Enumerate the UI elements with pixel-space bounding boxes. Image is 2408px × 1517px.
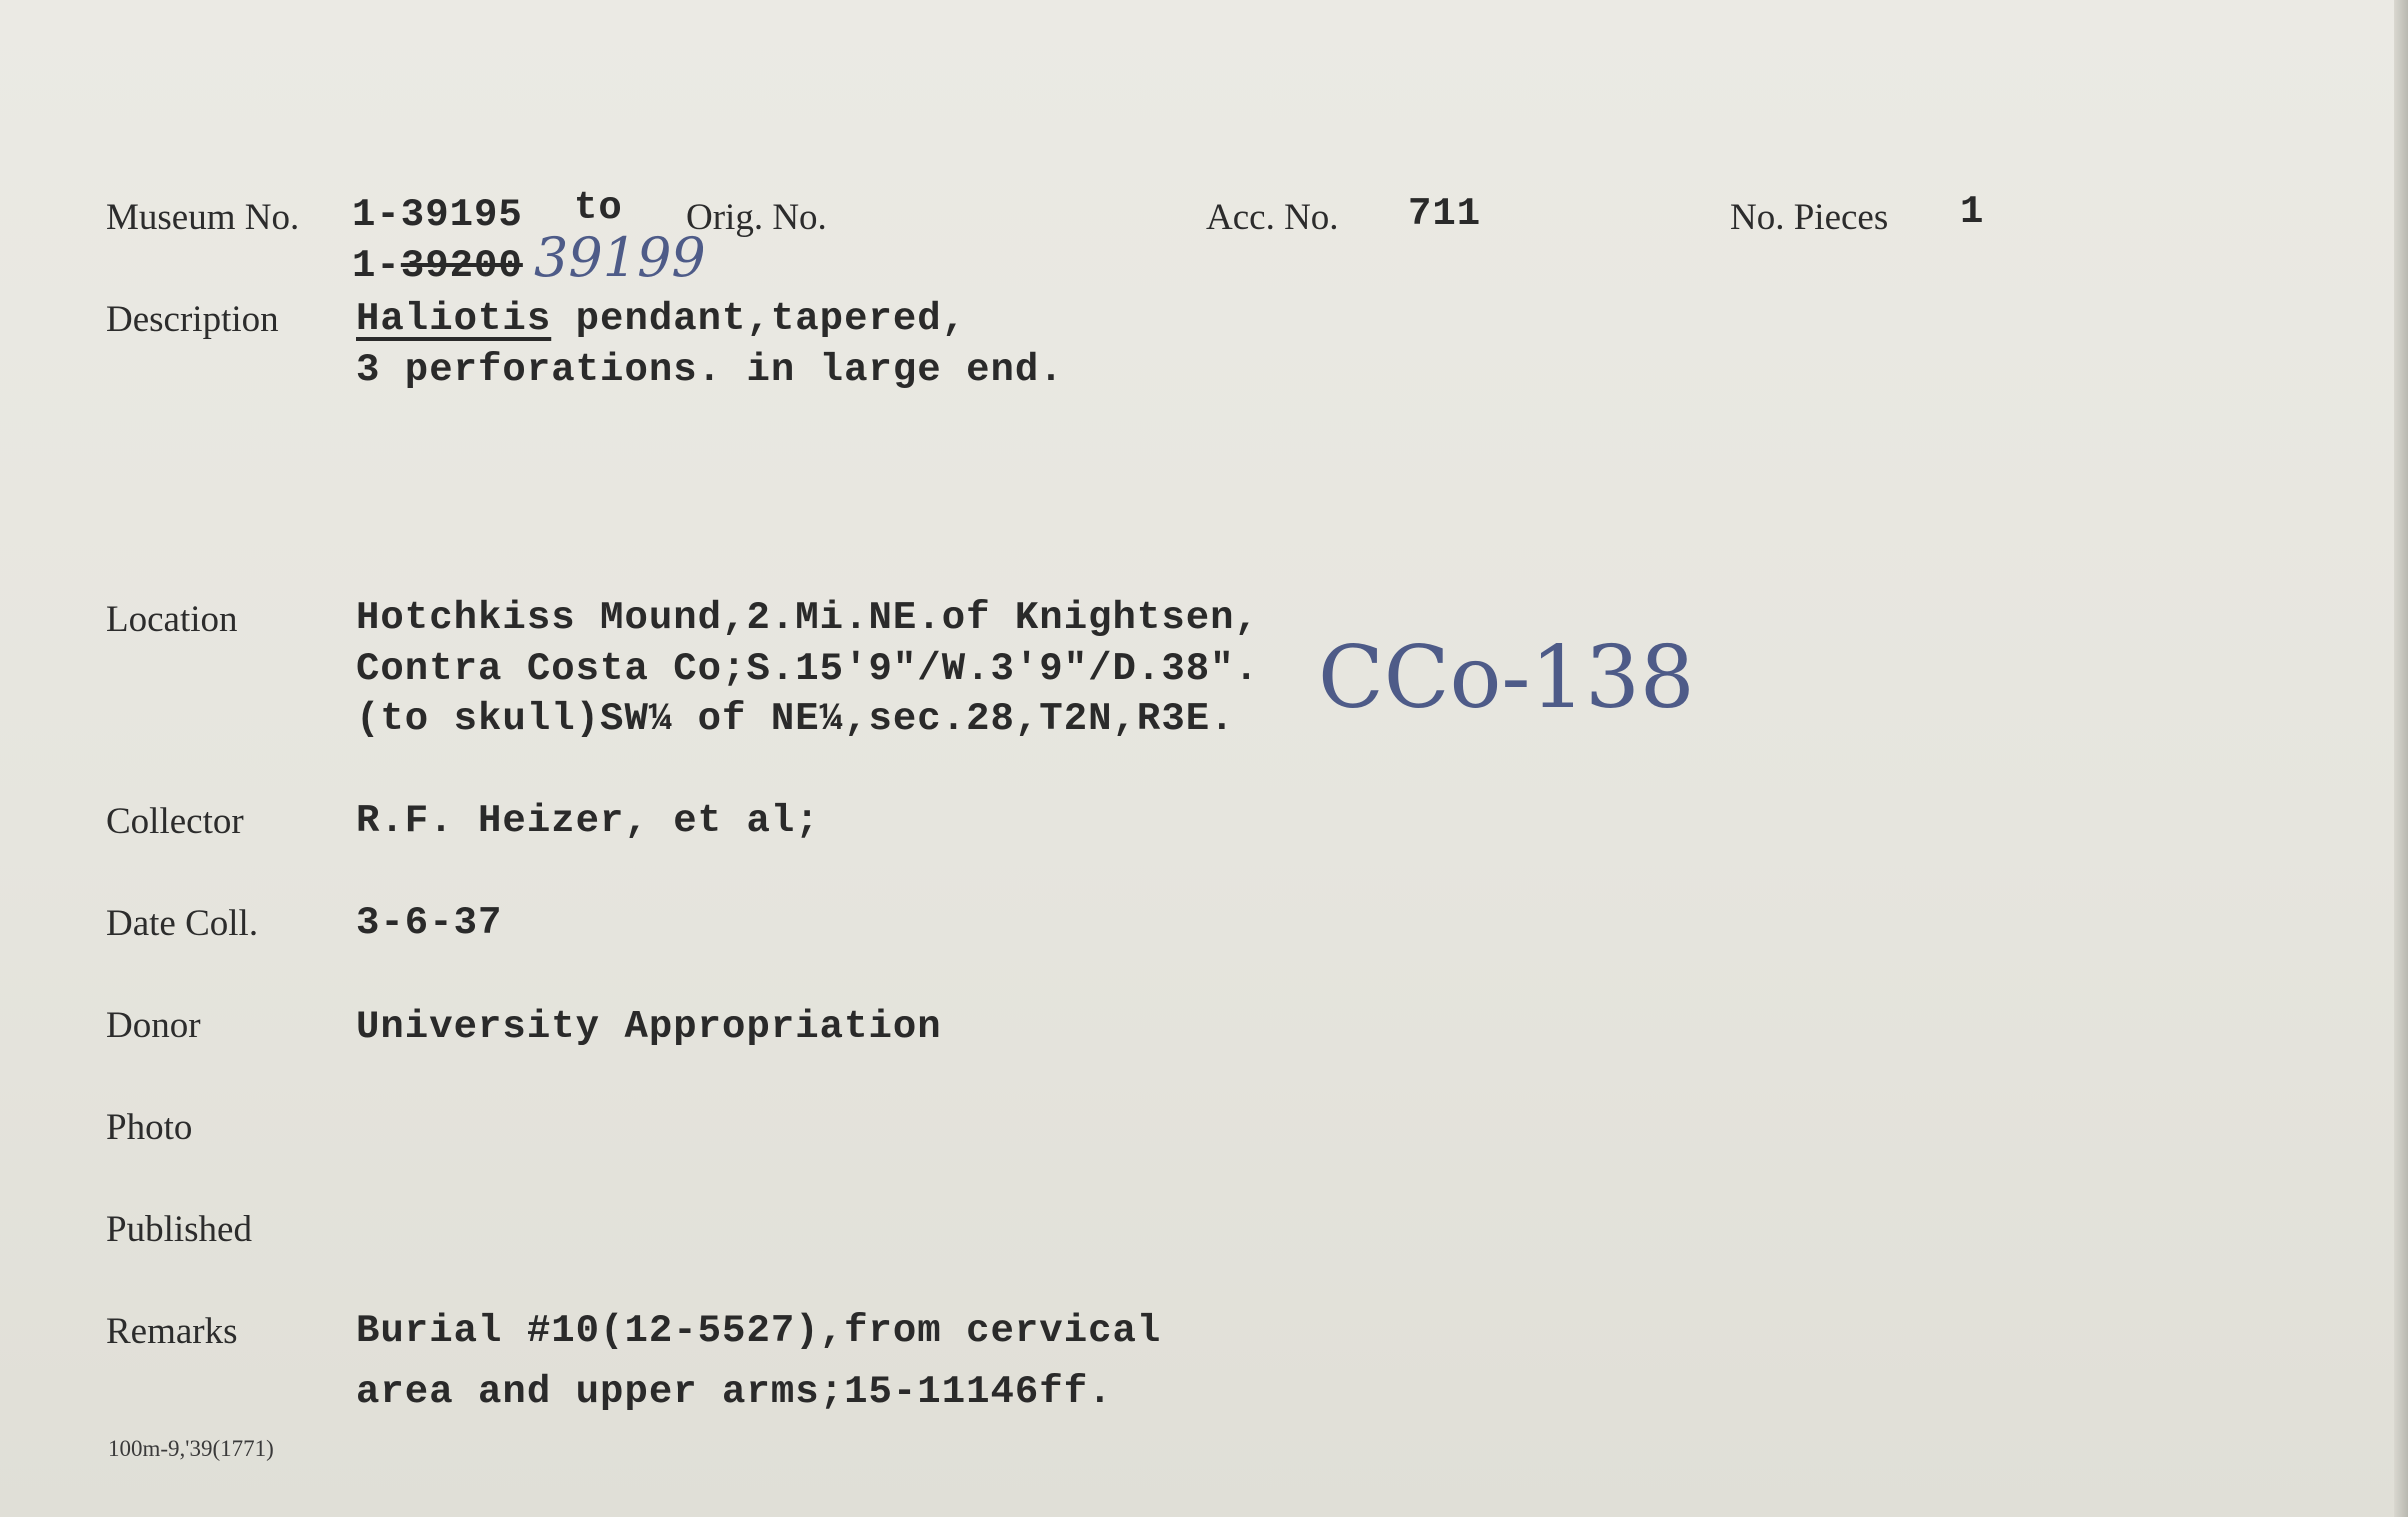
remarks-label: Remarks [106, 1311, 238, 1352]
museum-no-to: to [574, 186, 623, 230]
museum-no-handwritten-correction: 39199 [534, 226, 706, 289]
collector-value: R.F. Heizer, et al; [356, 799, 820, 843]
donor-label: Donor [106, 1005, 201, 1046]
card-edge [2394, 0, 2408, 1517]
location-line2: Contra Costa Co;S.15'9"/W.3'9"/D.38". [356, 647, 1259, 691]
site-number-handwritten: CCo-138 [1318, 628, 1695, 728]
location-line3: (to skull)SW¼ of NE¼,sec.28,T2N,R3E. [356, 697, 1235, 741]
description-genus: Haliotis [356, 297, 552, 341]
acc-no-label: Acc. No. [1206, 197, 1339, 238]
museum-no-value: 1-39195 [352, 193, 523, 237]
photo-label: Photo [106, 1107, 193, 1148]
date-coll-value: 3-6-37 [356, 901, 503, 945]
no-pieces-label: No. Pieces [1730, 197, 1889, 238]
museum-no-label: Museum No. [106, 197, 300, 238]
orig-no-label: Orig. No. [686, 197, 827, 238]
museum-no-range-prefix: 1- [352, 244, 401, 288]
description-label: Description [106, 299, 279, 340]
no-pieces-value: 1 [1960, 190, 1985, 234]
remarks-line1: Burial #10(12-5527),from cervical [356, 1309, 1162, 1353]
acc-no-value: 711 [1408, 192, 1482, 236]
description-line1-rest: pendant,tapered, [551, 297, 967, 341]
collector-label: Collector [106, 801, 244, 842]
museum-no-range-end [352, 244, 523, 288]
location-line1: Hotchkiss Mound,2.Mi.NE.of Knightsen, [356, 596, 1259, 640]
description-line1 [356, 297, 966, 341]
published-label: Published [106, 1209, 252, 1250]
print-code: 100m-9,'39(1771) [108, 1436, 274, 1461]
date-coll-label: Date Coll. [106, 903, 259, 944]
location-label: Location [106, 599, 238, 640]
museum-no-struck: 39200 [400, 244, 523, 288]
remarks-line2: area and upper arms;15-11146ff. [356, 1370, 1113, 1414]
description-line2: 3 perforations. in large end. [356, 348, 1064, 392]
donor-value: University Appropriation [356, 1005, 942, 1049]
